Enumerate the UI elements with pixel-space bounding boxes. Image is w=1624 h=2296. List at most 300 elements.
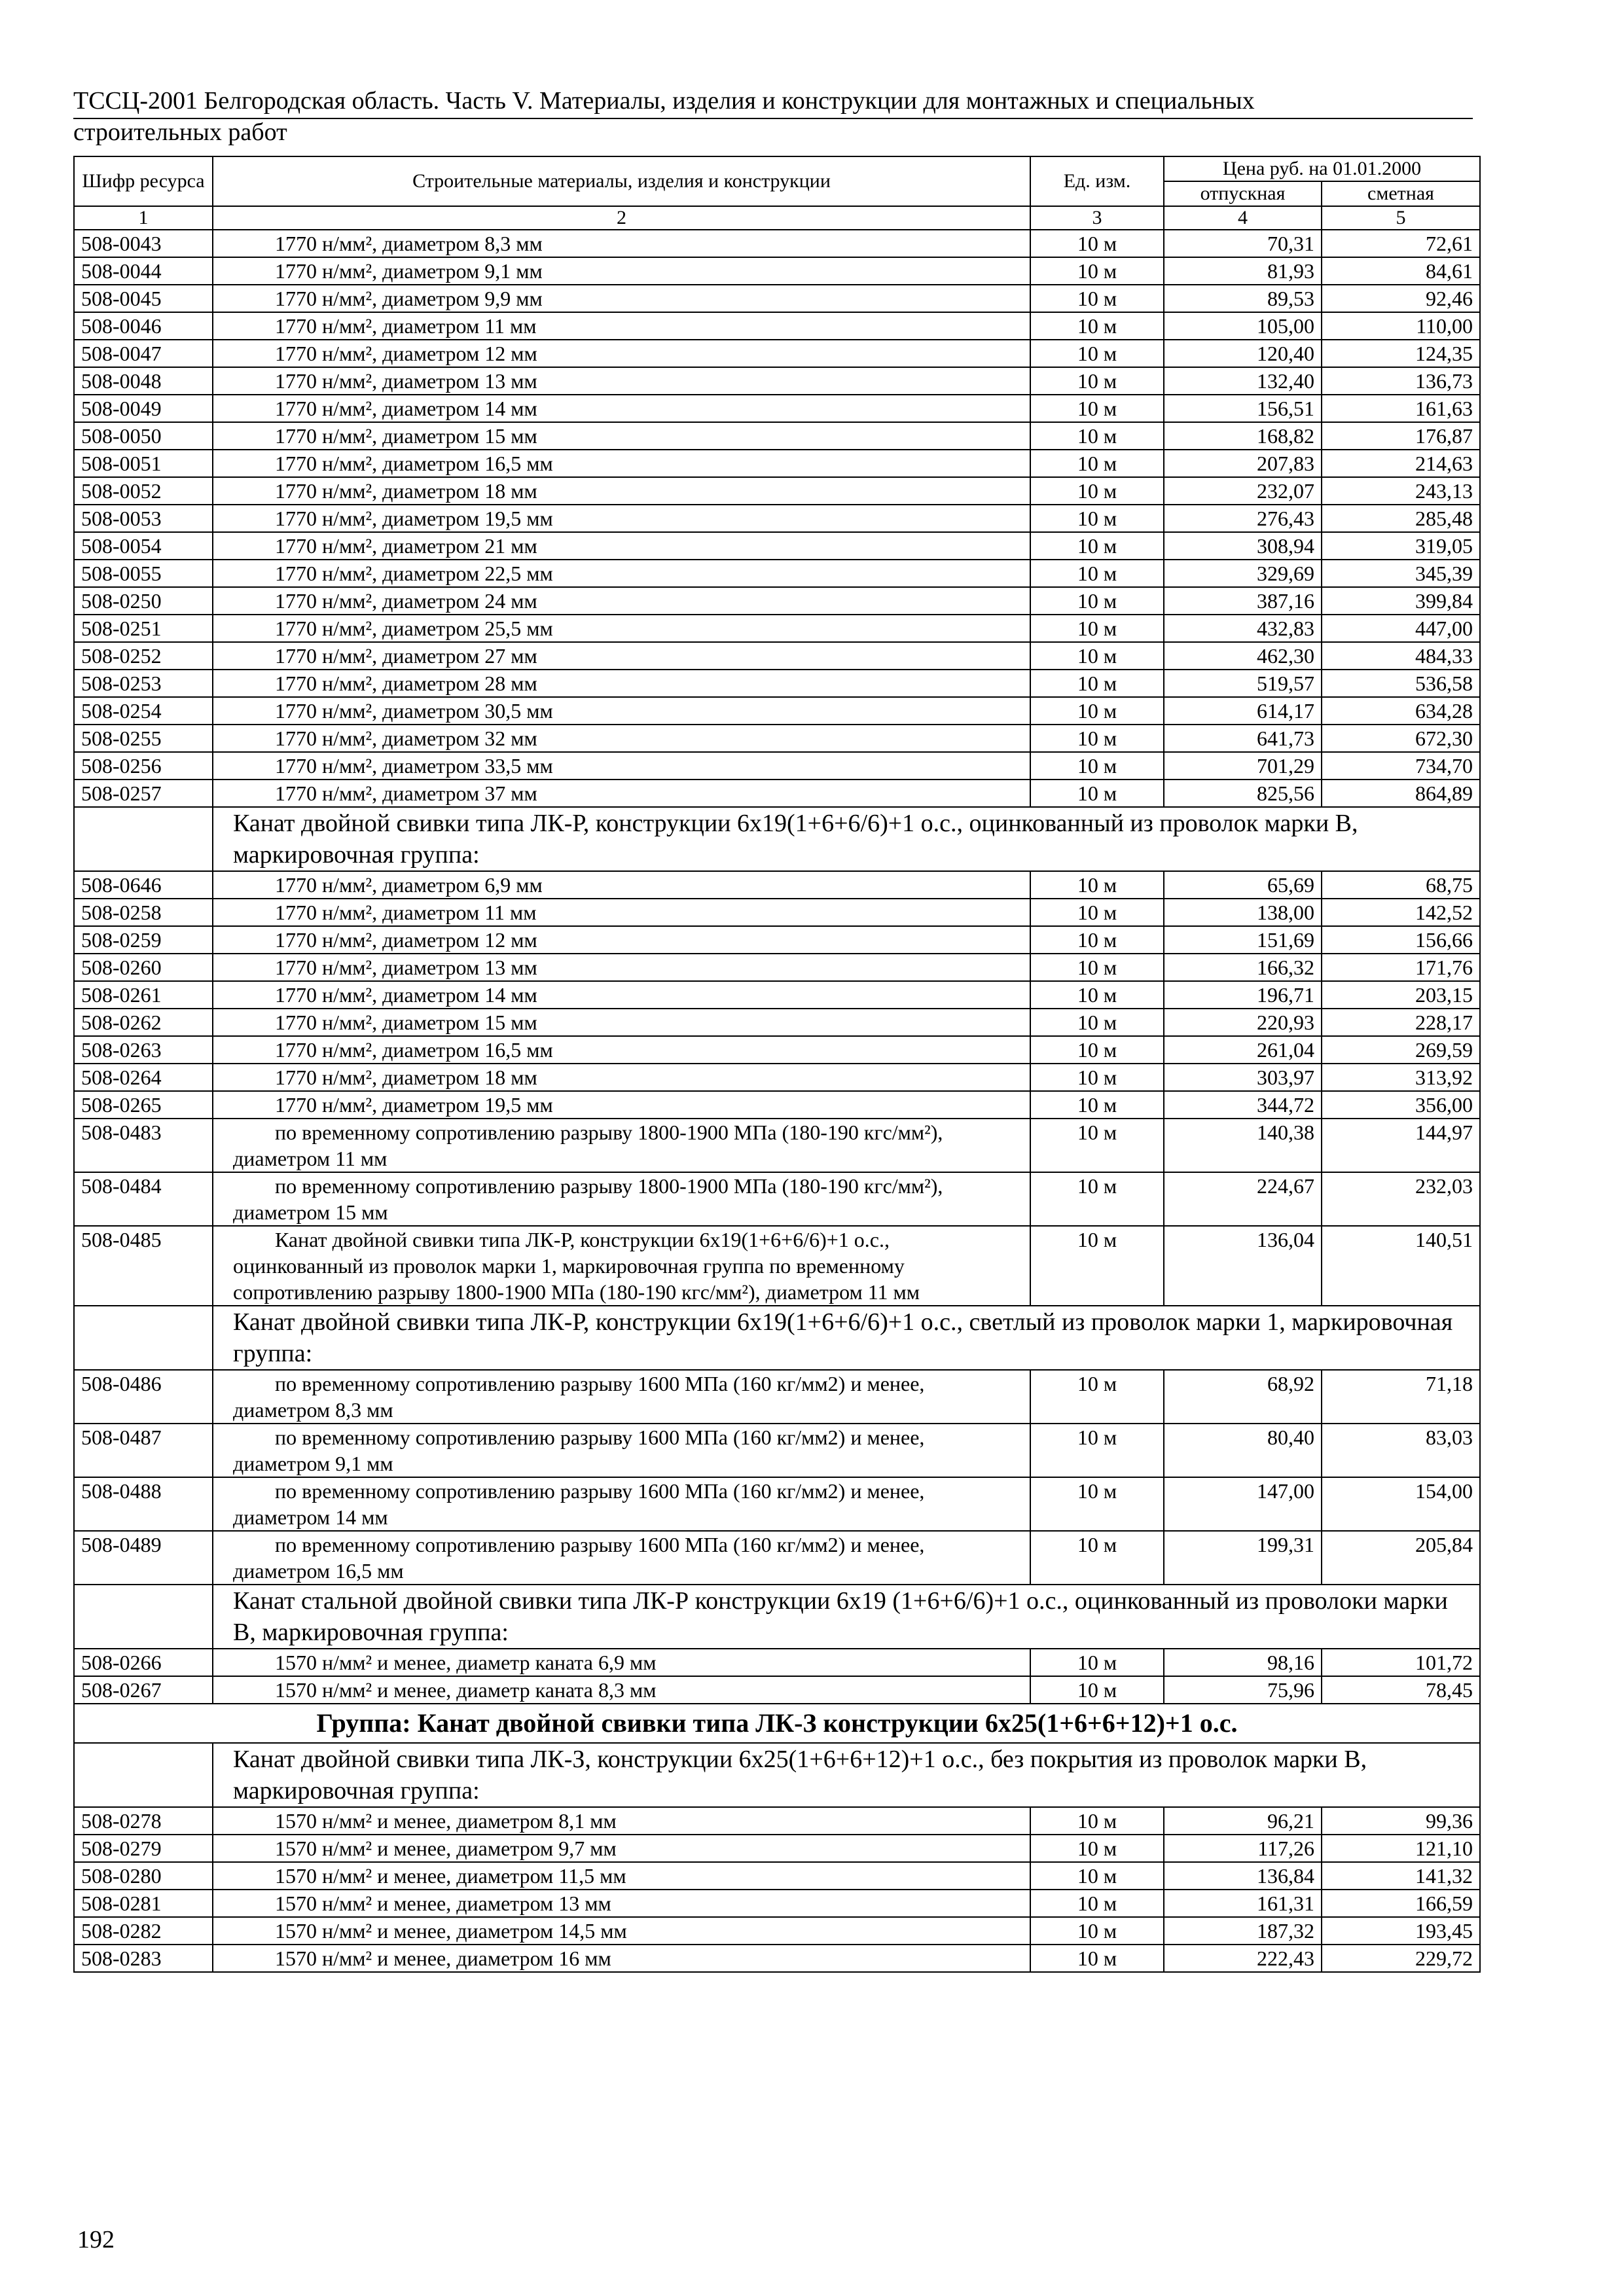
material-name: 1770 н/мм², диаметром 30,5 мм: [213, 697, 1030, 725]
table-row: [74, 1676, 1480, 1704]
material-name: по временному сопротивлению разрыву 1600 МПа (160 кг/мм2) и менее, диаметром 8,3 мм: [213, 1370, 1030, 1424]
unit: 10 м: [1030, 871, 1164, 899]
estimate-price: 72,61: [1322, 230, 1480, 257]
section-heading-row: [74, 1585, 1480, 1649]
release-price: 387,16: [1164, 587, 1322, 615]
table-row: [74, 1226, 1480, 1306]
section-heading: Канат двойной свивки типа ЛК-Р, конструкции 6х19(1+6+6/6)+1 о.с., оцинкованный из проволок марки В, маркировочная группа:: [213, 807, 1480, 871]
estimate-price: 285,48: [1322, 505, 1480, 532]
empty-cell: [74, 807, 213, 871]
column-header-code: Шифр ресурса: [74, 156, 213, 206]
column-number: 3: [1030, 206, 1164, 230]
unit: 10 м: [1030, 230, 1164, 257]
table-row: [74, 1424, 1480, 1477]
resource-code: 508-0261: [74, 981, 213, 1009]
unit: 10 м: [1030, 1890, 1164, 1917]
release-price: 220,93: [1164, 1009, 1322, 1036]
material-name: 1770 н/мм², диаметром 16,5 мм: [213, 1036, 1030, 1064]
group-heading-row: [74, 1704, 1480, 1743]
release-price: 329,69: [1164, 560, 1322, 587]
material-name: 1770 н/мм², диаметром 14 мм: [213, 981, 1030, 1009]
table-row: [74, 1807, 1480, 1835]
resource-code: 508-0487: [74, 1424, 213, 1477]
release-price: 166,32: [1164, 954, 1322, 981]
unit: 10 м: [1030, 670, 1164, 697]
unit: 10 м: [1030, 340, 1164, 367]
resource-code: 508-0485: [74, 1226, 213, 1306]
estimate-price: 536,58: [1322, 670, 1480, 697]
material-name: 1770 н/мм², диаметром 15 мм: [213, 422, 1030, 450]
resource-code: 508-0043: [74, 230, 213, 257]
material-name: 1770 н/мм², диаметром 15 мм: [213, 1009, 1030, 1036]
material-name: по временному сопротивлению разрыву 1800-1900 МПа (180-190 кгс/мм²), диаметром 15 мм: [213, 1172, 1030, 1226]
unit: 10 м: [1030, 560, 1164, 587]
empty-cell: [74, 1743, 213, 1807]
estimate-price: 101,72: [1322, 1649, 1480, 1676]
release-price: 276,43: [1164, 505, 1322, 532]
resource-code: 508-0055: [74, 560, 213, 587]
material-name: 1570 н/мм² и менее, диаметр каната 8,3 мм: [213, 1676, 1030, 1704]
release-price: 65,69: [1164, 871, 1322, 899]
table-row: [74, 587, 1480, 615]
release-price: 138,00: [1164, 899, 1322, 926]
release-price: 825,56: [1164, 780, 1322, 807]
material-name: по временному сопротивлению разрыву 1600 МПа (160 кг/мм2) и менее, диаметром 14 мм: [213, 1477, 1030, 1531]
material-name: 1770 н/мм², диаметром 37 мм: [213, 780, 1030, 807]
release-price: 96,21: [1164, 1807, 1322, 1835]
unit: 10 м: [1030, 1649, 1164, 1676]
header-rule: [73, 118, 1473, 119]
table-row: [74, 752, 1480, 780]
unit: 10 м: [1030, 1531, 1164, 1585]
material-name: 1770 н/мм², диаметром 14 мм: [213, 395, 1030, 422]
release-price: 136,84: [1164, 1862, 1322, 1890]
resource-code: 508-0051: [74, 450, 213, 477]
material-name: по временному сопротивлению разрыву 1600 МПа (160 кг/мм2) и менее, диаметром 9,1 мм: [213, 1424, 1030, 1477]
release-price: 261,04: [1164, 1036, 1322, 1064]
unit: 10 м: [1030, 285, 1164, 312]
unit: 10 м: [1030, 780, 1164, 807]
unit: 10 м: [1030, 954, 1164, 981]
release-price: 68,92: [1164, 1370, 1322, 1424]
unit: 10 м: [1030, 367, 1164, 395]
release-price: 89,53: [1164, 285, 1322, 312]
resource-code: 508-0265: [74, 1091, 213, 1119]
price-table: [73, 156, 1481, 1973]
section-heading-row: [74, 807, 1480, 871]
unit: 10 м: [1030, 926, 1164, 954]
release-price: 303,97: [1164, 1064, 1322, 1091]
unit: 10 м: [1030, 422, 1164, 450]
unit: 10 м: [1030, 257, 1164, 285]
page-number: 192: [77, 2226, 115, 2253]
estimate-price: 484,33: [1322, 642, 1480, 670]
material-name: по временному сопротивлению разрыву 1800-1900 МПа (180-190 кгс/мм²), диаметром 11 мм: [213, 1119, 1030, 1172]
estimate-price: 319,05: [1322, 532, 1480, 560]
resource-code: 508-0053: [74, 505, 213, 532]
unit: 10 м: [1030, 1477, 1164, 1531]
group-heading: Группа: Канат двойной свивки типа ЛК-З конструкции 6х25(1+6+6+12)+1 о.с.: [74, 1704, 1480, 1743]
material-name: 1570 н/мм² и менее, диаметром 14,5 мм: [213, 1917, 1030, 1945]
table-row: [74, 725, 1480, 752]
release-price: 519,57: [1164, 670, 1322, 697]
estimate-price: 83,03: [1322, 1424, 1480, 1477]
unit: 10 м: [1030, 615, 1164, 642]
resource-code: 508-0258: [74, 899, 213, 926]
estimate-price: 154,00: [1322, 1477, 1480, 1531]
estimate-price: 228,17: [1322, 1009, 1480, 1036]
unit: 10 м: [1030, 395, 1164, 422]
estimate-price: 136,73: [1322, 367, 1480, 395]
estimate-price: 672,30: [1322, 725, 1480, 752]
release-price: 196,71: [1164, 981, 1322, 1009]
release-price: 207,83: [1164, 450, 1322, 477]
estimate-price: 140,51: [1322, 1226, 1480, 1306]
release-price: 120,40: [1164, 340, 1322, 367]
estimate-price: 142,52: [1322, 899, 1480, 926]
table-row: [74, 230, 1480, 257]
estimate-price: 99,36: [1322, 1807, 1480, 1835]
table-row: [74, 367, 1480, 395]
material-name: 1770 н/мм², диаметром 21 мм: [213, 532, 1030, 560]
unit: 10 м: [1030, 1807, 1164, 1835]
release-price: 140,38: [1164, 1119, 1322, 1172]
table-row: [74, 257, 1480, 285]
table-row: [74, 1835, 1480, 1862]
resource-code: 508-0052: [74, 477, 213, 505]
table-row: [74, 450, 1480, 477]
resource-code: 508-0484: [74, 1172, 213, 1226]
column-number: 4: [1164, 206, 1322, 230]
header-line-2: строительных работ: [73, 118, 287, 146]
release-price: 308,94: [1164, 532, 1322, 560]
table-row: [74, 871, 1480, 899]
unit: 10 м: [1030, 1064, 1164, 1091]
resource-code: 508-0263: [74, 1036, 213, 1064]
release-price: 80,40: [1164, 1424, 1322, 1477]
resource-code: 508-0264: [74, 1064, 213, 1091]
resource-code: 508-0054: [74, 532, 213, 560]
column-header-estimate-price: сметная: [1322, 181, 1480, 206]
resource-code: 508-0282: [74, 1917, 213, 1945]
release-price: 432,83: [1164, 615, 1322, 642]
unit: 10 м: [1030, 505, 1164, 532]
material-name: 1770 н/мм², диаметром 28 мм: [213, 670, 1030, 697]
material-name: 1770 н/мм², диаметром 13 мм: [213, 954, 1030, 981]
table-row: [74, 395, 1480, 422]
unit: 10 м: [1030, 1009, 1164, 1036]
table-row: [74, 560, 1480, 587]
resource-code: 508-0256: [74, 752, 213, 780]
release-price: 117,26: [1164, 1835, 1322, 1862]
material-name: 1770 н/мм², диаметром 8,3 мм: [213, 230, 1030, 257]
resource-code: 508-0050: [74, 422, 213, 450]
resource-code: 508-0046: [74, 312, 213, 340]
material-name: 1770 н/мм², диаметром 9,9 мм: [213, 285, 1030, 312]
unit: 10 м: [1030, 1091, 1164, 1119]
table-row: [74, 422, 1480, 450]
page-header: [73, 85, 1473, 148]
material-name: 1570 н/мм² и менее, диаметром 9,7 мм: [213, 1835, 1030, 1862]
estimate-price: 269,59: [1322, 1036, 1480, 1064]
estimate-price: 78,45: [1322, 1676, 1480, 1704]
table-row: [74, 1945, 1480, 1972]
estimate-price: 203,15: [1322, 981, 1480, 1009]
material-name: 1770 н/мм², диаметром 22,5 мм: [213, 560, 1030, 587]
material-name: 1570 н/мм² и менее, диаметром 13 мм: [213, 1890, 1030, 1917]
material-name: 1570 н/мм² и менее, диаметром 11,5 мм: [213, 1862, 1030, 1890]
table-row: [74, 1649, 1480, 1676]
material-name: 1770 н/мм², диаметром 12 мм: [213, 926, 1030, 954]
resource-code: 508-0266: [74, 1649, 213, 1676]
material-name: 1770 н/мм², диаметром 27 мм: [213, 642, 1030, 670]
estimate-price: 734,70: [1322, 752, 1480, 780]
section-heading: Канат стальной двойной свивки типа ЛК-Р конструкции 6х19 (1+6+6/6)+1 о.с., оцинкованный из проволоки марки В, маркировочная группа:: [213, 1585, 1480, 1649]
column-header-name: Строительные материалы, изделия и конструкции: [213, 156, 1030, 206]
estimate-price: 205,84: [1322, 1531, 1480, 1585]
table-row: [74, 1862, 1480, 1890]
resource-code: 508-0279: [74, 1835, 213, 1862]
unit: 10 м: [1030, 1226, 1164, 1306]
table-row: [74, 981, 1480, 1009]
material-name: 1770 н/мм², диаметром 32 мм: [213, 725, 1030, 752]
estimate-price: 121,10: [1322, 1835, 1480, 1862]
unit: 10 м: [1030, 477, 1164, 505]
estimate-price: 176,87: [1322, 422, 1480, 450]
unit: 10 м: [1030, 450, 1164, 477]
table-row: [74, 615, 1480, 642]
release-price: 81,93: [1164, 257, 1322, 285]
unit: 10 м: [1030, 312, 1164, 340]
unit: 10 м: [1030, 1917, 1164, 1945]
release-price: 224,67: [1164, 1172, 1322, 1226]
table-row: [74, 532, 1480, 560]
estimate-price: 345,39: [1322, 560, 1480, 587]
release-price: 147,00: [1164, 1477, 1322, 1531]
unit: 10 м: [1030, 697, 1164, 725]
section-heading: Канат двойной свивки типа ЛК-Р, конструкции 6х19(1+6+6/6)+1 о.с., светлый из проволок марки 1, маркировочная группа:: [213, 1306, 1480, 1370]
unit: 10 м: [1030, 1119, 1164, 1172]
section-heading-row: [74, 1306, 1480, 1370]
resource-code: 508-0251: [74, 615, 213, 642]
unit: 10 м: [1030, 1370, 1164, 1424]
table-row: [74, 477, 1480, 505]
material-name: 1570 н/мм² и менее, диаметром 8,1 мм: [213, 1807, 1030, 1835]
unit: 10 м: [1030, 587, 1164, 615]
column-number: 1: [74, 206, 213, 230]
estimate-price: 399,84: [1322, 587, 1480, 615]
unit: 10 м: [1030, 752, 1164, 780]
estimate-price: 71,18: [1322, 1370, 1480, 1424]
release-price: 222,43: [1164, 1945, 1322, 1972]
unit: 10 м: [1030, 1835, 1164, 1862]
empty-cell: [74, 1585, 213, 1649]
resource-code: 508-0259: [74, 926, 213, 954]
estimate-price: 243,13: [1322, 477, 1480, 505]
unit: 10 м: [1030, 1172, 1164, 1226]
release-price: 105,00: [1164, 312, 1322, 340]
estimate-price: 193,45: [1322, 1917, 1480, 1945]
resource-code: 508-0257: [74, 780, 213, 807]
resource-code: 508-0253: [74, 670, 213, 697]
table-row: [74, 1119, 1480, 1172]
resource-code: 508-0278: [74, 1807, 213, 1835]
estimate-price: 141,32: [1322, 1862, 1480, 1890]
unit: 10 м: [1030, 532, 1164, 560]
release-price: 161,31: [1164, 1890, 1322, 1917]
column-header-price: Цена руб. на 01.01.2000: [1164, 156, 1480, 181]
table-row: [74, 954, 1480, 981]
table-row: [74, 340, 1480, 367]
material-name: 1770 н/мм², диаметром 25,5 мм: [213, 615, 1030, 642]
table-row: [74, 1370, 1480, 1424]
empty-cell: [74, 1306, 213, 1370]
resource-code: 508-0254: [74, 697, 213, 725]
material-name: 1770 н/мм², диаметром 19,5 мм: [213, 505, 1030, 532]
resource-code: 508-0283: [74, 1945, 213, 1972]
resource-code: 508-0045: [74, 285, 213, 312]
estimate-price: 864,89: [1322, 780, 1480, 807]
estimate-price: 229,72: [1322, 1945, 1480, 1972]
release-price: 168,82: [1164, 422, 1322, 450]
column-number: 2: [213, 206, 1030, 230]
estimate-price: 144,97: [1322, 1119, 1480, 1172]
unit: 10 м: [1030, 642, 1164, 670]
unit: 10 м: [1030, 1945, 1164, 1972]
material-name: 1770 н/мм², диаметром 33,5 мм: [213, 752, 1030, 780]
release-price: 187,32: [1164, 1917, 1322, 1945]
material-name: 1770 н/мм², диаметром 11 мм: [213, 899, 1030, 926]
header-line-1: ТССЦ-2001 Белгородская область. Часть V. Материалы, изделия и конструкции для монтажных и специальных: [73, 87, 1255, 115]
unit: 10 м: [1030, 1676, 1164, 1704]
table-row: [74, 1917, 1480, 1945]
table-row: [74, 312, 1480, 340]
resource-code: 508-0280: [74, 1862, 213, 1890]
resource-code: 508-0267: [74, 1676, 213, 1704]
table-row: [74, 670, 1480, 697]
estimate-price: 166,59: [1322, 1890, 1480, 1917]
release-price: 462,30: [1164, 642, 1322, 670]
material-name: 1770 н/мм², диаметром 19,5 мм: [213, 1091, 1030, 1119]
table-row: [74, 1036, 1480, 1064]
table-row: [74, 1890, 1480, 1917]
unit: 10 м: [1030, 899, 1164, 926]
release-price: 232,07: [1164, 477, 1322, 505]
resource-code: 508-0250: [74, 587, 213, 615]
estimate-price: 634,28: [1322, 697, 1480, 725]
material-name: 1770 н/мм², диаметром 24 мм: [213, 587, 1030, 615]
release-price: 98,16: [1164, 1649, 1322, 1676]
material-name: 1770 н/мм², диаметром 6,9 мм: [213, 871, 1030, 899]
release-price: 199,31: [1164, 1531, 1322, 1585]
resource-code: 508-0044: [74, 257, 213, 285]
release-price: 344,72: [1164, 1091, 1322, 1119]
material-name: 1770 н/мм², диаметром 16,5 мм: [213, 450, 1030, 477]
table-row: [74, 642, 1480, 670]
release-price: 75,96: [1164, 1676, 1322, 1704]
estimate-price: 156,66: [1322, 926, 1480, 954]
table-row: [74, 1091, 1480, 1119]
resource-code: 508-0255: [74, 725, 213, 752]
material-name: 1770 н/мм², диаметром 18 мм: [213, 1064, 1030, 1091]
resource-code: 508-0260: [74, 954, 213, 981]
resource-code: 508-0281: [74, 1890, 213, 1917]
estimate-price: 161,63: [1322, 395, 1480, 422]
release-price: 70,31: [1164, 230, 1322, 257]
resource-code: 508-0048: [74, 367, 213, 395]
unit: 10 м: [1030, 1862, 1164, 1890]
material-name: Канат двойной свивки типа ЛК-Р, конструкции 6х19(1+6+6/6)+1 о.с., оцинкованный из проволок марки 1, маркировочная группа по временному сопротивлению разрыву 1800-1900 МПа (180-190 кгс/мм²), диаметром 11 мм: [213, 1226, 1030, 1306]
resource-code: 508-0646: [74, 871, 213, 899]
table-row: [74, 285, 1480, 312]
estimate-price: 68,75: [1322, 871, 1480, 899]
table-row: [74, 1172, 1480, 1226]
estimate-price: 124,35: [1322, 340, 1480, 367]
unit: 10 м: [1030, 981, 1164, 1009]
estimate-price: 232,03: [1322, 1172, 1480, 1226]
material-name: 1770 н/мм², диаметром 13 мм: [213, 367, 1030, 395]
table-row: [74, 697, 1480, 725]
resource-code: 508-0262: [74, 1009, 213, 1036]
estimate-price: 356,00: [1322, 1091, 1480, 1119]
section-heading-row: [74, 1743, 1480, 1807]
estimate-price: 214,63: [1322, 450, 1480, 477]
unit: 10 м: [1030, 1036, 1164, 1064]
table-row: [74, 1009, 1480, 1036]
release-price: 701,29: [1164, 752, 1322, 780]
release-price: 641,73: [1164, 725, 1322, 752]
column-number: 5: [1322, 206, 1480, 230]
unit: 10 м: [1030, 1424, 1164, 1477]
material-name: 1570 н/мм² и менее, диаметром 16 мм: [213, 1945, 1030, 1972]
release-price: 136,04: [1164, 1226, 1322, 1306]
resource-code: 508-0049: [74, 395, 213, 422]
resource-code: 508-0486: [74, 1370, 213, 1424]
table-row: [74, 926, 1480, 954]
table-row: [74, 1477, 1480, 1531]
release-price: 151,69: [1164, 926, 1322, 954]
resource-code: 508-0047: [74, 340, 213, 367]
table-row: [74, 899, 1480, 926]
price-table-body: [74, 230, 1480, 1972]
estimate-price: 447,00: [1322, 615, 1480, 642]
release-price: 132,40: [1164, 367, 1322, 395]
table-row: [74, 1064, 1480, 1091]
estimate-price: 92,46: [1322, 285, 1480, 312]
table-row: [74, 1531, 1480, 1585]
release-price: 156,51: [1164, 395, 1322, 422]
estimate-price: 84,61: [1322, 257, 1480, 285]
estimate-price: 313,92: [1322, 1064, 1480, 1091]
column-numbers-row: [74, 206, 1480, 230]
table-row: [74, 505, 1480, 532]
unit: 10 м: [1030, 725, 1164, 752]
release-price: 614,17: [1164, 697, 1322, 725]
estimate-price: 110,00: [1322, 312, 1480, 340]
resource-code: 508-0488: [74, 1477, 213, 1531]
material-name: 1770 н/мм², диаметром 11 мм: [213, 312, 1030, 340]
resource-code: 508-0483: [74, 1119, 213, 1172]
column-header-unit: Ед. изм.: [1030, 156, 1164, 206]
material-name: 1770 н/мм², диаметром 18 мм: [213, 477, 1030, 505]
estimate-price: 171,76: [1322, 954, 1480, 981]
table-row: [74, 780, 1480, 807]
resource-code: 508-0489: [74, 1531, 213, 1585]
material-name: 1770 н/мм², диаметром 9,1 мм: [213, 257, 1030, 285]
resource-code: 508-0252: [74, 642, 213, 670]
material-name: 1770 н/мм², диаметром 12 мм: [213, 340, 1030, 367]
material-name: 1570 н/мм² и менее, диаметр каната 6,9 мм: [213, 1649, 1030, 1676]
